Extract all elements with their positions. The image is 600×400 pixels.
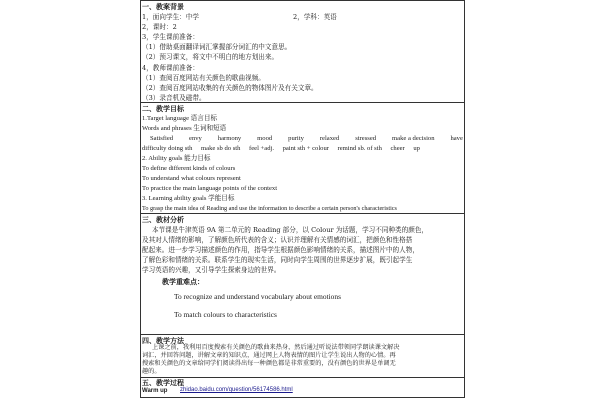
learning-goals-label: 3. Learning ability goals 学能目标 xyxy=(142,195,235,202)
reference-link[interactable]: zhidao.baidu.com/question/56174586.html xyxy=(180,387,293,393)
period-label: 2，课时：2 xyxy=(142,23,177,31)
vocab-phrase: remind sb. of sth xyxy=(337,145,382,152)
ability-item: To understand what colours represent xyxy=(142,175,241,182)
vocab-word: mood xyxy=(257,135,273,142)
vocab-phrase: make sb do sth xyxy=(201,145,241,152)
vocab-word: Satisfied xyxy=(150,135,174,142)
ability-item: To practice the main language points of the context xyxy=(142,185,278,192)
teacher-prep-item: （1）查阅百度网站有关颜色的歌曲视频。 xyxy=(142,74,265,82)
vocab-word: envy xyxy=(189,135,202,142)
student-prep-title: 3，学生课前准备： xyxy=(142,33,199,41)
warm-up-label: Warm up xyxy=(142,388,168,394)
methods-line: 搜索和关颜色的文章给同学们阅读得出每一种颜色都是非常重要的，没有颜色的世界是单调无 xyxy=(142,360,396,367)
vocab-line xyxy=(142,145,420,153)
section-heading: 三、教材分析 xyxy=(142,215,184,224)
key-points-title: 教学重难点： xyxy=(162,277,204,286)
words-phrases-label: Words and phrases 生词和短语 xyxy=(142,125,227,132)
section-heading: 五、教学过程 xyxy=(142,378,184,387)
ability-item: To define different kinds of colours xyxy=(142,165,236,172)
student-prep-item: （2）预习课文，将文中不明白的地方划出来。 xyxy=(142,53,279,61)
key-point-item: To recognize and understand vocabulary about emotions xyxy=(174,292,341,301)
teacher-prep-title: 4，教师课前准备： xyxy=(142,64,199,72)
grade-label: 1，面向学生：中学 xyxy=(142,13,199,21)
analysis-line: 及其对人情绪的影响，了解颜色所代表的含义；认识并理解有关情感的词汇，把颜色和性格搭 xyxy=(142,236,413,244)
teacher-prep-item: （2）查阅百度网站收集的有关颜色的物体图片及有关文章。 xyxy=(142,84,318,92)
vocab-phrase: cheer xyxy=(390,145,405,152)
vocab-word: stressed xyxy=(355,135,377,142)
student-prep-item: （1）借助桌面翻译词汇掌握部分词汇的中文意思。 xyxy=(142,43,292,51)
vocab-phrase: up xyxy=(413,145,420,152)
teacher-prep-item: （3）录音机及磁带。 xyxy=(142,94,206,102)
methods-line: 词汇，并回答问题，讲解文章的知识点，通过网上人物表情的图片让学生说出人物的心情。再 xyxy=(142,352,396,359)
vocab-phrase: feel +adj. xyxy=(249,145,274,152)
analysis-line: 配起来。进一步学习描述颜色的作用，指导学生根据颜色影响情绪的关系，描述图片中的人物， xyxy=(142,246,419,254)
section-heading: 一、教案背景 xyxy=(142,2,184,11)
vocab-word: have xyxy=(450,135,463,142)
target-language-label: 1.Target language 语言目标 xyxy=(142,115,218,122)
subject-label: 2，学科：英语 xyxy=(293,13,337,21)
section-heading: 二、教学目标 xyxy=(142,104,184,113)
section-background xyxy=(140,0,465,102)
vocab-word: purity xyxy=(288,135,304,142)
methods-line: 趣的。 xyxy=(142,368,161,375)
vocab-word: relaxed xyxy=(319,135,340,142)
vocab-word: make a decision xyxy=(392,135,435,142)
vocab-line xyxy=(150,135,463,143)
methods-line: 上课之前，我利用百度搜索有关颜色的歌曲来热身，然后通过听说法带领同学朗读课文解决 xyxy=(152,344,400,351)
section-process xyxy=(140,377,465,398)
analysis-line: 学习英语的兴趣，又引导学生探索身边的世界。 xyxy=(142,266,281,274)
analysis-line: 本节课是牛津英语 9A 第二单元的 Reading 部分，以 Colour 为话题，学习不同种类的颜色， xyxy=(152,226,429,234)
key-point-item: To match colours to characteristics xyxy=(174,310,277,319)
lesson-plan-page xyxy=(140,0,467,400)
vocab-phrase: difficulty doing sth xyxy=(142,145,193,152)
section-analysis xyxy=(140,213,465,334)
section-objectives xyxy=(140,102,465,213)
vocab-phrase: paint sth + colour xyxy=(282,145,329,152)
ability-goals-label: 2. Ability goals 能力目标 xyxy=(142,155,211,162)
vocab-word: harmony xyxy=(217,135,242,142)
section-heading: 四、教学方法 xyxy=(142,336,184,345)
learning-item: To grasp the main idea of Reading and use the information to describe a certain person's characteristics xyxy=(142,205,397,212)
analysis-line: 了解色彩和情绪的关系。联系学生的现实生活，同时向学生周围的世界逐步扩展，既引起学生 xyxy=(142,256,413,264)
